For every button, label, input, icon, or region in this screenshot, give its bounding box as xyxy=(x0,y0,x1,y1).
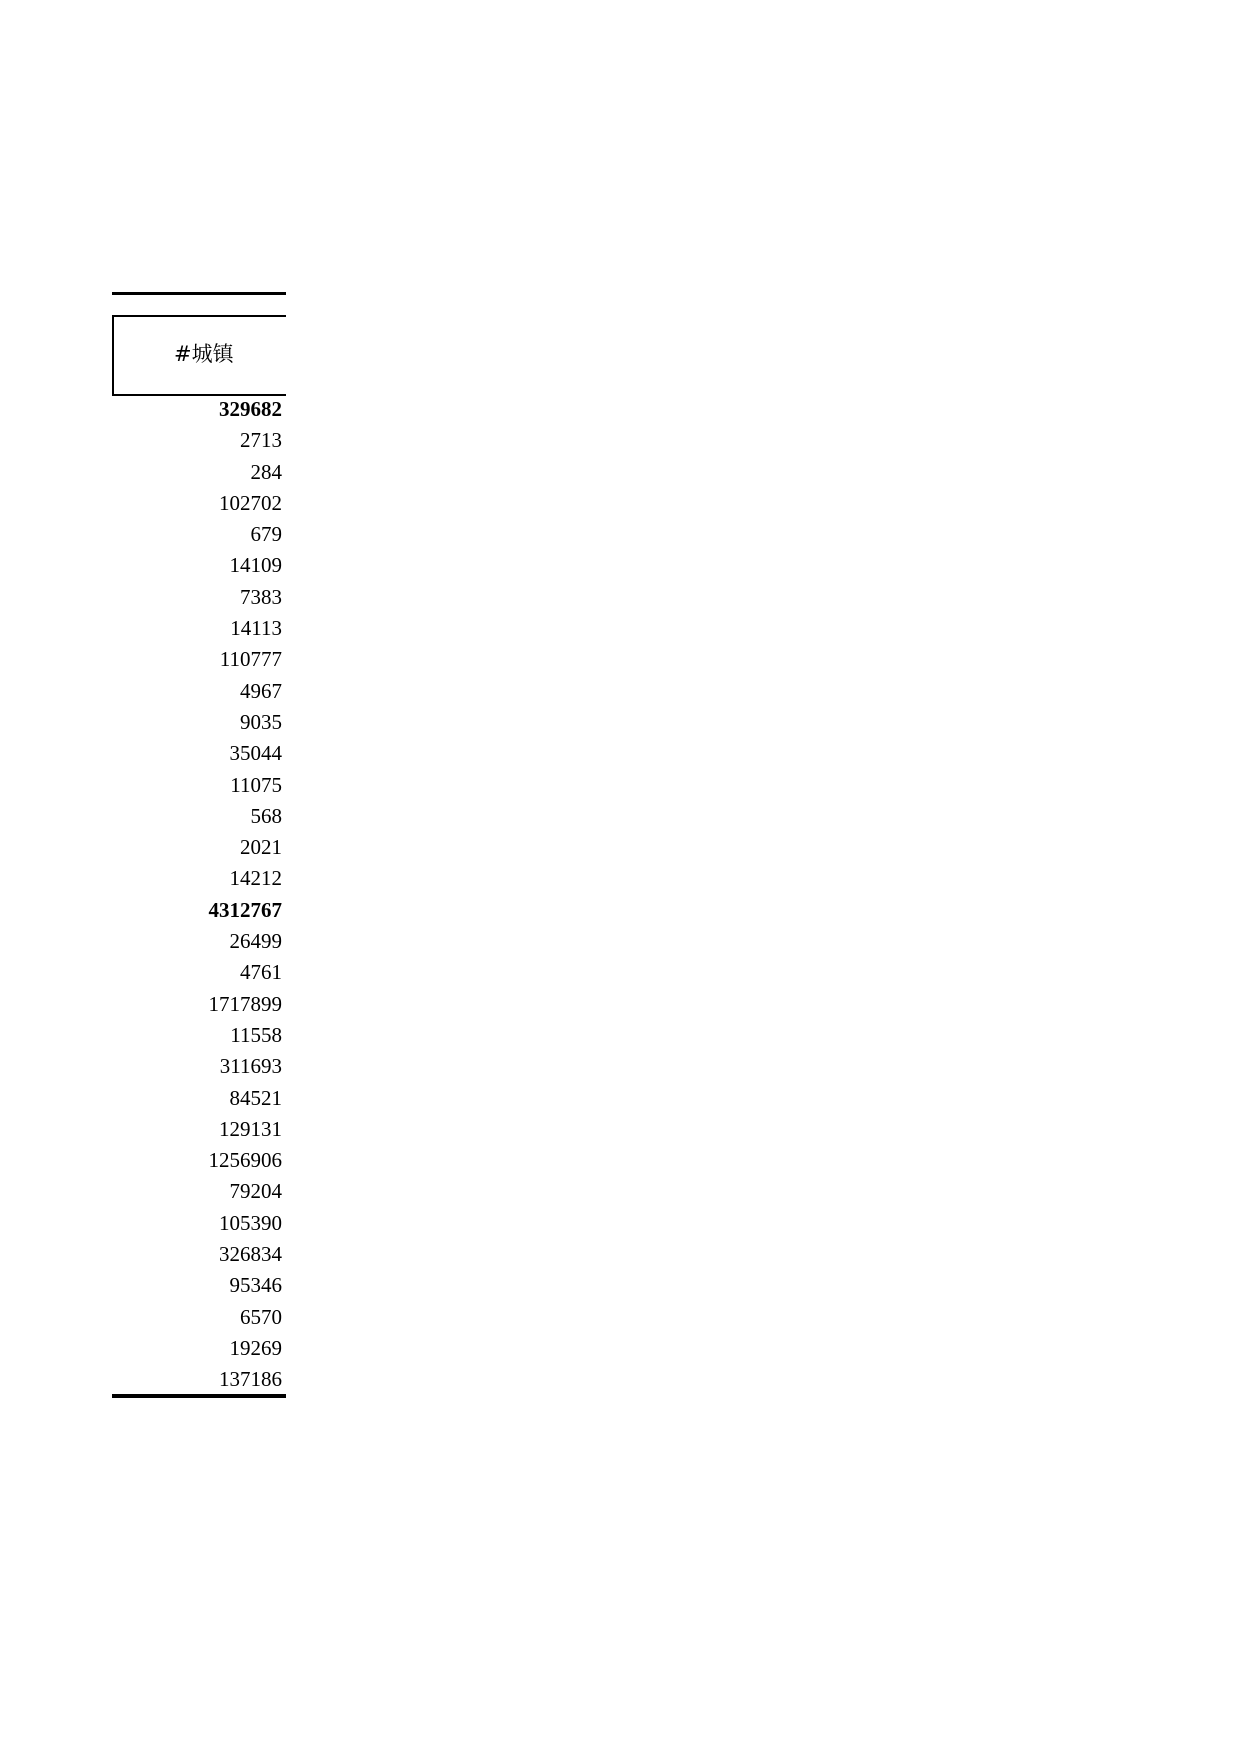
table-cell: 2713 xyxy=(240,428,282,453)
table-cell: 568 xyxy=(250,803,282,828)
table-cell: 129131 xyxy=(219,1116,282,1141)
table-cell: 19269 xyxy=(229,1335,282,1360)
table-subtotal-cell: 329682 xyxy=(219,397,282,421)
table-cell: 14109 xyxy=(229,553,282,578)
table-cell: 14113 xyxy=(230,616,282,641)
table-cell: 105390 xyxy=(219,1210,282,1235)
table-cell: 6570 xyxy=(240,1304,282,1329)
table-cell: 1256906 xyxy=(208,1148,282,1173)
table-bottom-rule xyxy=(112,1394,286,1398)
table-cell: 1717899 xyxy=(208,991,282,1016)
table-cell: 284 xyxy=(250,459,282,484)
table-cell: 79204 xyxy=(229,1179,282,1204)
table-cell: 311693 xyxy=(219,1054,282,1079)
column-header-label: #城镇 xyxy=(174,342,234,366)
table-cell: 26499 xyxy=(229,929,282,954)
table-cell: 137186 xyxy=(219,1367,282,1392)
table-top-rule xyxy=(112,292,286,295)
table-cell: 4967 xyxy=(240,678,282,703)
table-cell: 11075 xyxy=(230,772,282,797)
table-cell: 7383 xyxy=(240,584,282,609)
table-cell: 95346 xyxy=(229,1273,282,1298)
table-cell: 84521 xyxy=(229,1085,282,1110)
table-subtotal-cell: 4312767 xyxy=(208,897,282,922)
table-cell: 102702 xyxy=(219,490,282,515)
table-header-cell xyxy=(112,315,286,396)
table-cell: 4761 xyxy=(240,960,282,985)
table-cell: 679 xyxy=(250,522,282,547)
table-cell: 9035 xyxy=(240,709,282,734)
table-cell: 11558 xyxy=(230,1022,282,1047)
table-value-column xyxy=(112,394,282,1396)
table-cell: 35044 xyxy=(229,741,282,766)
table-cell: 326834 xyxy=(219,1242,282,1267)
table-cell: 2021 xyxy=(240,835,282,860)
table-cell: 110777 xyxy=(219,647,282,672)
table-cell: 14212 xyxy=(229,866,282,891)
